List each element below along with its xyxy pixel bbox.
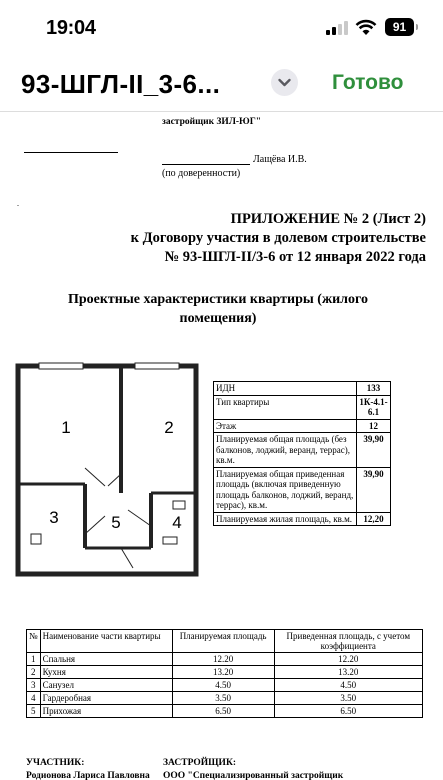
room-label-1: 1 bbox=[61, 418, 71, 437]
room-reduced-area: 4.50 bbox=[274, 679, 422, 692]
cellular-signal-icon bbox=[326, 21, 348, 35]
room-name: Прихожая bbox=[40, 705, 172, 718]
done-button[interactable]: Готово bbox=[332, 71, 404, 94]
room-name: Санузел bbox=[40, 679, 172, 692]
spec-label: Планируемая общая приведенная площадь (включая приведенную площадь балконов, лоджий, веранд, террас), кв.м. bbox=[214, 467, 357, 512]
room-label-4: 4 bbox=[172, 513, 182, 532]
col-planned-area: Планируемая площадь bbox=[172, 630, 274, 653]
spec-label: Тип квартиры bbox=[214, 395, 357, 419]
room-number: 3 bbox=[27, 679, 41, 692]
room-planned-area: 12.20 bbox=[172, 653, 274, 666]
spec-row bbox=[214, 382, 391, 396]
status-time: 19:04 bbox=[46, 17, 96, 39]
document-page[interactable] bbox=[0, 113, 443, 780]
chevron-down-icon bbox=[271, 69, 298, 96]
col-number: № bbox=[27, 630, 41, 653]
signature-line-left bbox=[24, 152, 118, 153]
room-planned-area: 13.20 bbox=[172, 666, 274, 679]
table-row bbox=[27, 653, 423, 666]
spec-row bbox=[214, 433, 391, 468]
spec-row bbox=[214, 419, 391, 433]
spec-value: 39,90 bbox=[357, 467, 391, 512]
title-menu-button[interactable] bbox=[271, 69, 298, 96]
room-name: Спальня bbox=[40, 653, 172, 666]
battery-indicator: 91 bbox=[385, 18, 414, 36]
room-label-5: 5 bbox=[111, 513, 121, 532]
room-name: Гардеробная bbox=[40, 692, 172, 705]
table-row bbox=[27, 705, 423, 718]
appendix-contract-number: № 93-ШГЛ-II/3-6 от 12 января 2022 года bbox=[164, 249, 426, 265]
room-planned-area: 4.50 bbox=[172, 679, 274, 692]
spec-value: 133 bbox=[357, 382, 391, 396]
spec-row bbox=[214, 395, 391, 419]
room-label-2: 2 bbox=[164, 418, 174, 437]
room-planned-area: 6.50 bbox=[172, 705, 274, 718]
apartment-spec-table bbox=[213, 381, 391, 526]
spec-value: 39,90 bbox=[357, 433, 391, 468]
col-room-name: Наименование части квартиры bbox=[40, 630, 172, 653]
spec-label: Планируемая жилая площадь, кв.м. bbox=[214, 512, 357, 526]
room-reduced-area: 12.20 bbox=[274, 653, 422, 666]
appendix-contract: к Договору участия в долевом строительстве bbox=[130, 230, 426, 246]
apartment-floor-plan bbox=[13, 360, 201, 580]
status-bar bbox=[0, 0, 443, 58]
appendix-title: ПРИЛОЖЕНИЕ № 2 (Лист 2) bbox=[230, 211, 426, 227]
developer-name: ООО "Специализированный застройщик bbox=[163, 771, 344, 780]
room-reduced-area: 3.50 bbox=[274, 692, 422, 705]
room-number: 4 bbox=[27, 692, 41, 705]
room-name: Кухня bbox=[40, 666, 172, 679]
table-row bbox=[27, 666, 423, 679]
signer-name: Лащёва И.В. bbox=[253, 154, 307, 165]
room-label-3: 3 bbox=[49, 508, 59, 527]
proxy-note: (по доверенности) bbox=[162, 168, 241, 179]
section-subtitle: Проектные характеристики квартиры (жилого помещения) bbox=[67, 292, 369, 326]
document-title: 93-ШГЛ-II_3-6... bbox=[21, 69, 221, 99]
table-row bbox=[27, 692, 423, 705]
page-mark: . bbox=[17, 199, 19, 208]
spec-label: Этаж bbox=[214, 419, 357, 433]
spec-label: ИДН bbox=[214, 382, 357, 396]
spec-row bbox=[214, 467, 391, 512]
wifi-icon bbox=[355, 19, 377, 36]
spec-row bbox=[214, 512, 391, 526]
room-reduced-area: 13.20 bbox=[274, 666, 422, 679]
room-number: 2 bbox=[27, 666, 41, 679]
room-number: 5 bbox=[27, 705, 41, 718]
signature-line bbox=[162, 164, 250, 165]
document-nav-bar bbox=[0, 58, 443, 112]
room-planned-area: 3.50 bbox=[172, 692, 274, 705]
participant-label: УЧАСТНИК: bbox=[26, 758, 85, 768]
spec-value: 12,20 bbox=[357, 512, 391, 526]
rooms-table bbox=[26, 629, 423, 718]
room-number: 1 bbox=[27, 653, 41, 666]
developer-label: ЗАСТРОЙЩИК: bbox=[163, 758, 236, 768]
spec-value: 12 bbox=[357, 419, 391, 433]
spec-label: Планируемая общая площадь (без балконов, лоджий, веранд, террас), кв.м. bbox=[214, 433, 357, 468]
room-reduced-area: 6.50 bbox=[274, 705, 422, 718]
rooms-table-header bbox=[27, 630, 423, 653]
header-developer-text: застройщик ЗИЛ-ЮГ" bbox=[162, 117, 262, 127]
table-row bbox=[27, 679, 423, 692]
spec-value: 1К-4.1-6.1 bbox=[357, 395, 391, 419]
participant-name: Родионова Лариса Павловна bbox=[26, 771, 150, 780]
col-reduced-area: Приведенная площадь, с учетом коэффициента bbox=[274, 630, 422, 653]
